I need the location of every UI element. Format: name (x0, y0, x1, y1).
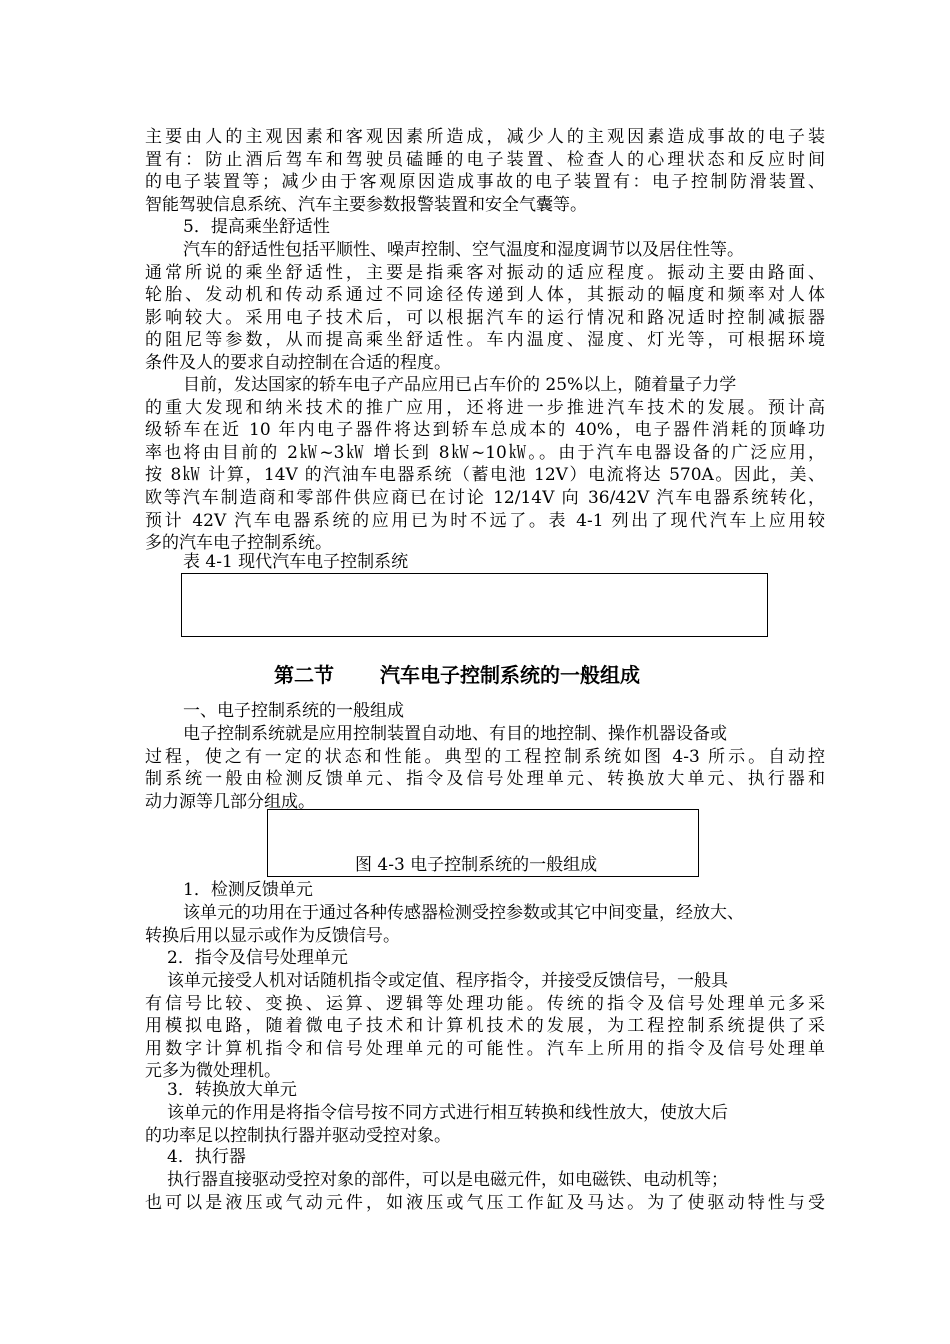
text-line: 汽车的舒适性包括平顺性、噪声控制、空气温度和湿度调节以及居住性等。 (183, 240, 744, 260)
paragraph-feedback-unit (145, 902, 825, 947)
heading-text: 4．执行器 (167, 1147, 246, 1167)
paragraph-comfort (145, 239, 825, 375)
text-line: 级轿车在近 10 年内电子器件将达到轿车总成本的 40%，电子器件消耗的顶峰功 (145, 420, 825, 441)
text-line: 动力源等几部分组成。 (145, 791, 315, 812)
text-line: 条件及人的要求自动控制在合适的程度。 (145, 352, 451, 373)
figure-caption: 图 4-3 电子控制系统的一般组成 (355, 855, 598, 875)
heading-text: 1．检测反馈单元 (183, 880, 313, 900)
paragraph-control-system (145, 723, 825, 813)
text-line: 的功率足以控制执行器并驱动受控对象。 (145, 1125, 451, 1146)
section-name: 汽车电子控制系统的一般组成 (380, 663, 640, 687)
text-line: 也可以是液压或气动元件，如液压或气压工作缸及马达。为了使驱动特性与受 (145, 1192, 825, 1213)
text-line: 影响较大。采用电子技术后，可以根据汽车的运行情况和路况适时控制减振器 (145, 307, 825, 328)
heading-amplifier-unit (145, 1079, 825, 1102)
text-line: 轮胎、发动机和传动系通过不同途径传递到人体，其振动的幅度和频率对人体 (145, 285, 825, 306)
text-line: 智能驾驶信息系统、汽车主要参数报警装置和安全气囊等。 (145, 194, 587, 215)
text-line: 转换后用以显示或作为反馈信号。 (145, 925, 400, 946)
text-line: 用数字计算机指令和信号处理单元的可能性。汽车上所用的指令及信号处理单 (145, 1038, 825, 1059)
text-line: 主要由人的主观因素和客观因素所造成，减少人的主观因素造成事故的电子装 (145, 127, 825, 147)
text-line: 制系统一般由检测反馈单元、指令及信号处理单元、转换放大单元、执行器和 (145, 769, 825, 790)
text-line: 过程，使之有一定的状态和性能。典型的工程控制系统如图 4-3 所示。自动控 (145, 746, 825, 767)
text-line: 置有：防止酒后驾车和驾驶员磕睡的电子装置、检查人的心理状态和反应时间 (145, 149, 825, 170)
text-line: 的重大发现和纳米技术的推广应用，还将进一步推进汽车技术的发展。预计高 (145, 397, 825, 418)
text-line: 执行器直接驱动受控对象的部件，可以是电磁元件，如电磁铁、电动机等； (167, 1170, 728, 1190)
paragraph-safety (145, 126, 825, 216)
heading-feedback-unit (145, 879, 825, 902)
paragraph-trend (145, 374, 825, 555)
table-caption: 表 4-1 现代汽车电子控制系统 (183, 552, 409, 572)
text-line: 多的汽车电子控制系统。 (145, 533, 332, 554)
text-line: 率也将由目前的 2㎾~3㎾ 增长到 8㎾~10㎾。。由于汽车电器设备的广泛应用， (145, 442, 825, 463)
text-line: 电子控制系统就是应用控制装置自动地、有目的地控制、操作机器设备或 (183, 724, 727, 744)
text-line: 该单元的功用在于通过各种传感器检测受控参数或其它中间变量，经放大、 (183, 903, 744, 923)
paragraph-actuator (145, 1169, 825, 1214)
text-line: 用模拟电路，随着微电子技术和计算机技术的发展，为工程控制系统提供了采 (145, 1016, 825, 1037)
paragraph-amplifier-unit (145, 1102, 825, 1147)
paragraph-command-unit (145, 970, 825, 1083)
heading-actuator (145, 1146, 825, 1169)
text-line: 预计 42V 汽车电器系统的应用已为时不远了。表 4-1 列出了现代汽车上应用较 (145, 510, 825, 531)
heading-command-unit (145, 947, 825, 970)
section-number: 第二节 (274, 663, 334, 687)
heading-comfort (145, 216, 825, 239)
table-placeholder (181, 573, 768, 637)
text-line: 该单元接受人机对话随机指令或定值、程序指令，并接受反馈信号，一般具 (167, 971, 728, 991)
text-line: 的阻尼等参数，从而提高乘坐舒适性。车内温度、湿度、灯光等，可根据环境 (145, 330, 825, 351)
text-line: 有信号比较、变换、运算、逻辑等处理功能。传统的指令及信号处理单元多采 (145, 993, 825, 1014)
text-line: 欧等汽车制造商和零部件供应商已在讨论 12/14V 向 36/42V 汽车电器系统转化， (145, 487, 825, 508)
heading-text: 2．指令及信号处理单元 (167, 948, 348, 968)
text-line: 该单元的作用是将指令信号按不同方式进行相互转换和线性放大，使放大后 (167, 1103, 728, 1123)
text-line: 按 8㎾ 计算，14V 的汽油车电器系统（蓄电池 12V）电流将达 570A。因此，美、 (145, 465, 825, 486)
text-line: 元多为微处理机。 (145, 1061, 281, 1082)
subheading-general-composition (145, 700, 825, 723)
heading-text: 3．转换放大单元 (167, 1080, 297, 1100)
heading-text: 5．提高乘坐舒适性 (183, 217, 330, 237)
text-line: 通常所说的乘坐舒适性，主要是指乘客对振动的适应程度。振动主要由路面、 (145, 262, 825, 283)
text-line: 的电子装置等；减少由于客观原因造成事故的电子装置有：电子控制防滑装置、 (145, 172, 825, 193)
subheading-text: 一、电子控制系统的一般组成 (183, 701, 404, 721)
section-title (274, 660, 640, 690)
text-line: 目前，发达国家的轿车电子产品应用已占车价的 25%以上，随着量子力学 (183, 375, 737, 395)
